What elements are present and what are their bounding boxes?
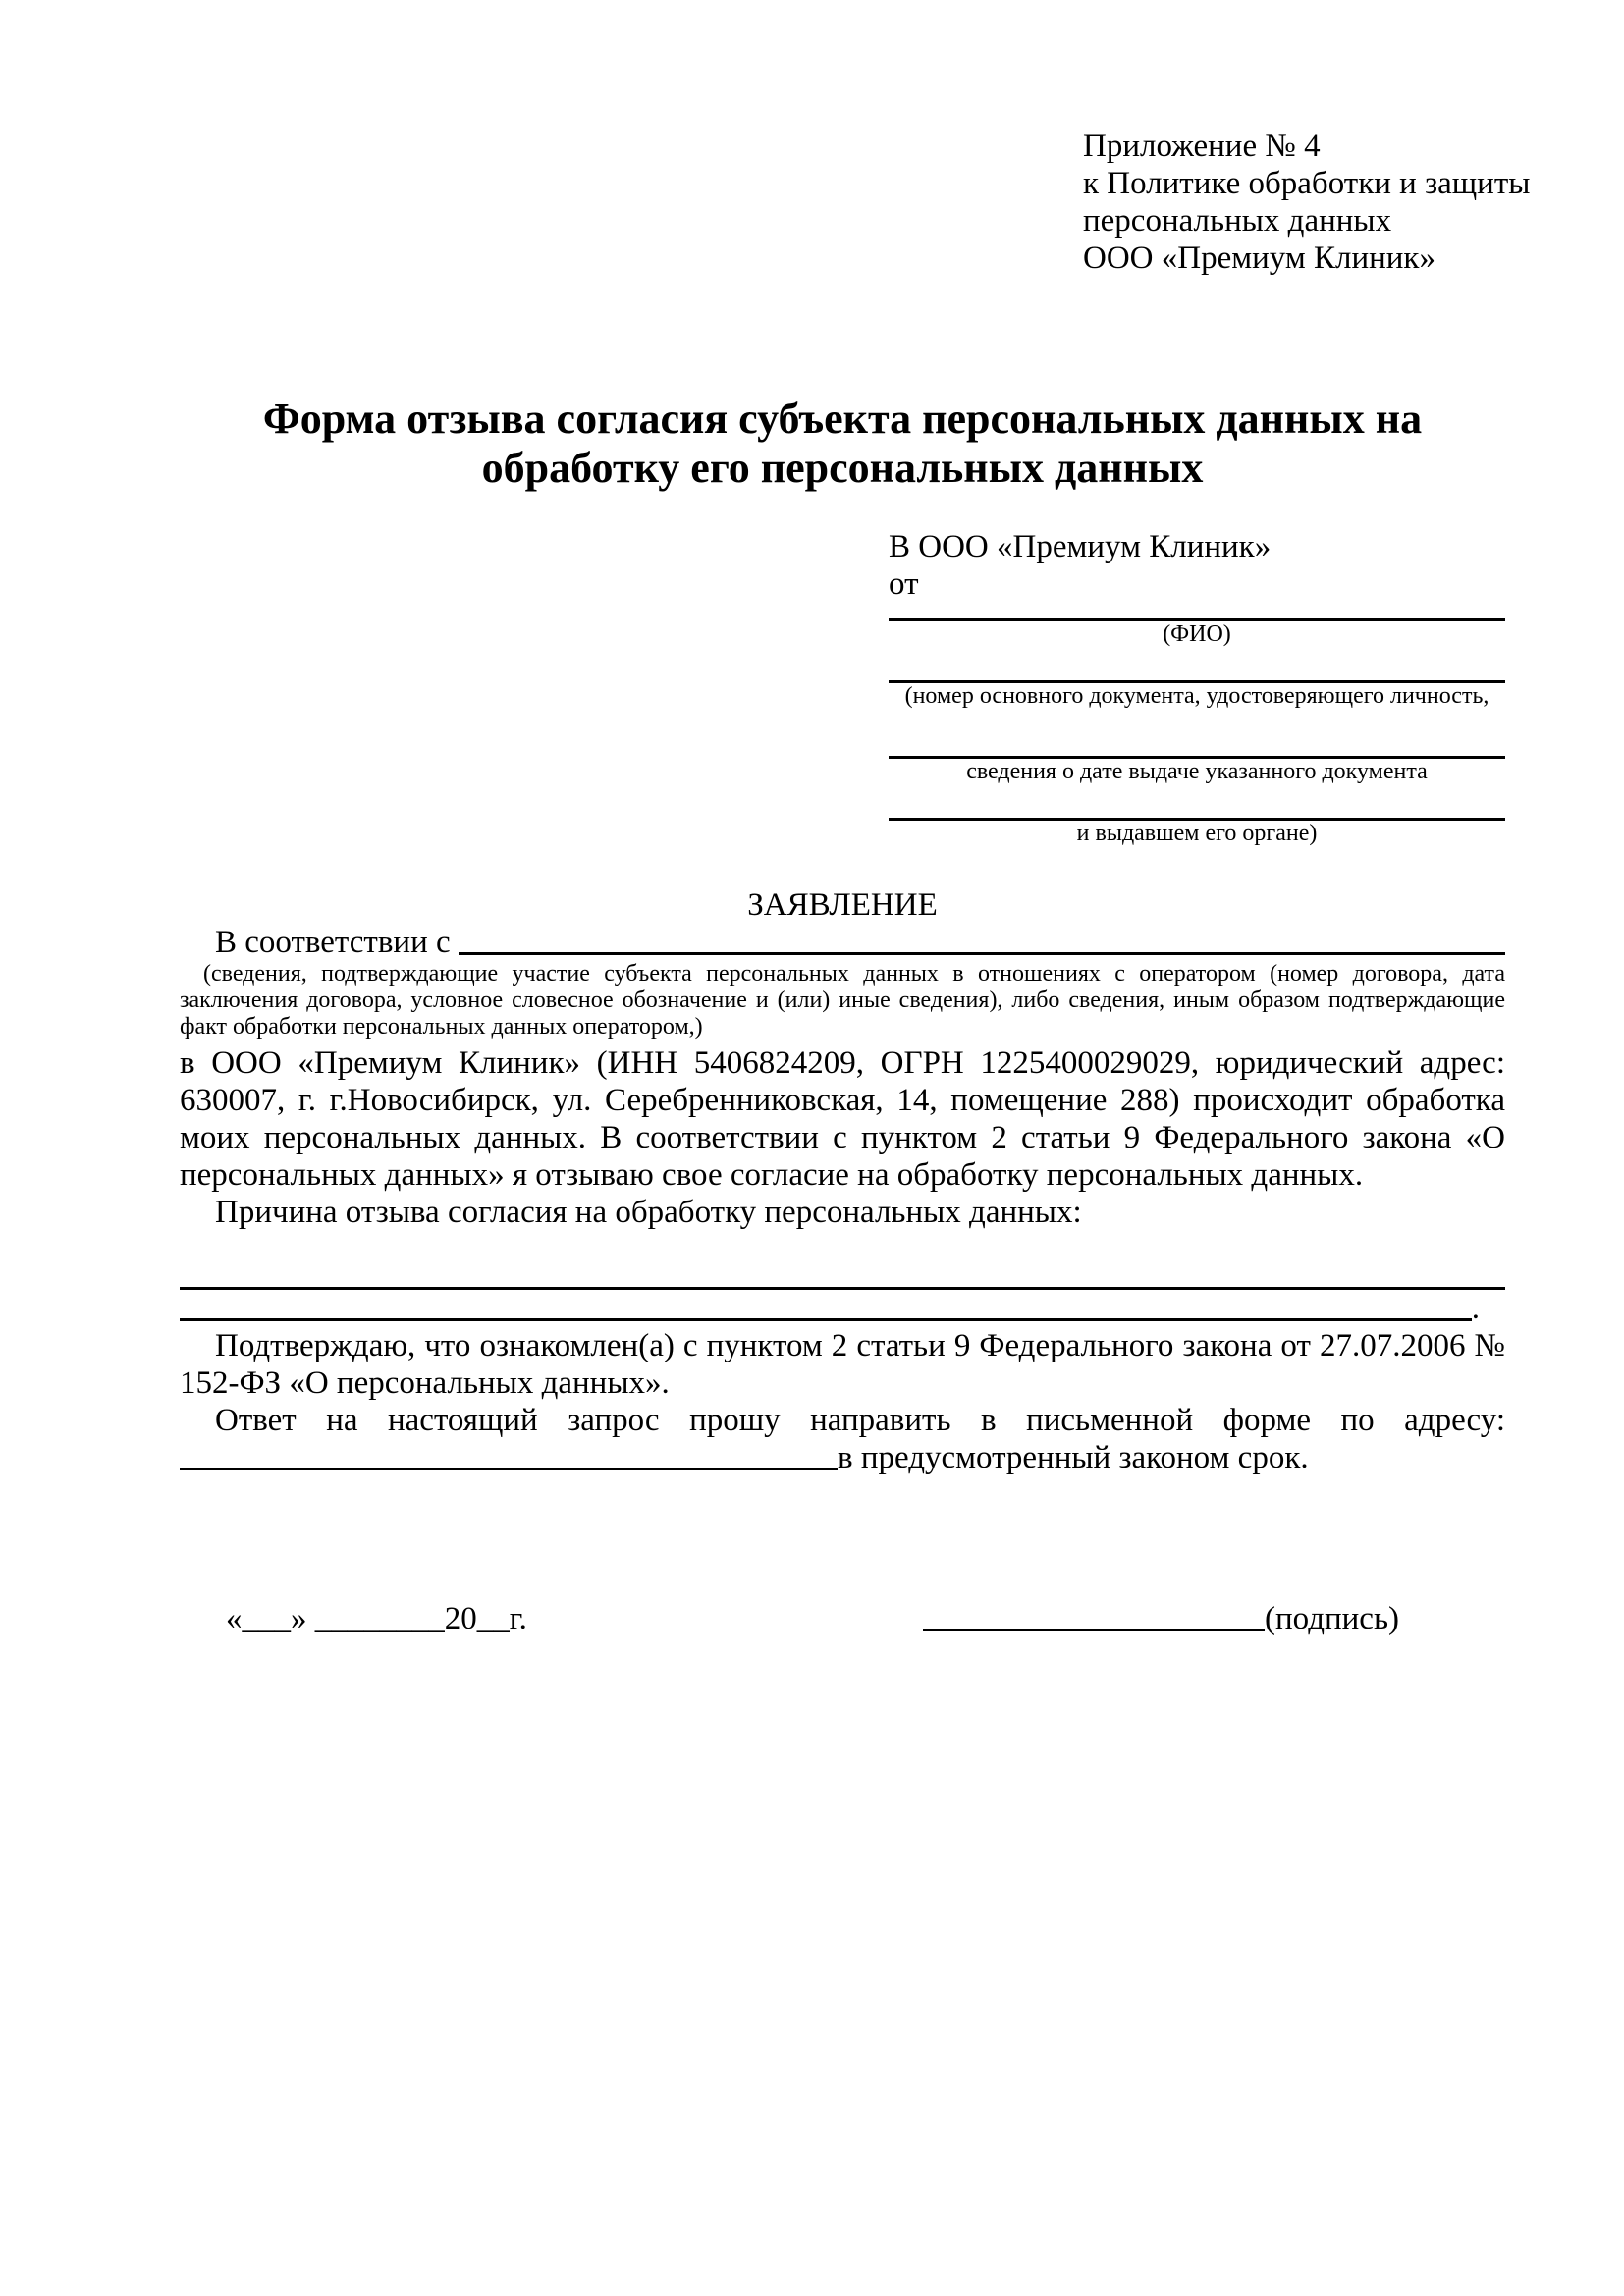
document-title: Форма отзыва согласия субъекта персональных данных на обработку его персональных данных — [262, 395, 1423, 492]
reply-request-line: Ответ на настоящий запрос прошу направить в письменной форме по адресу: — [215, 1403, 1505, 1438]
issue-date-caption: сведения о дате выдаче указанного документа — [966, 759, 1428, 784]
signature-group — [923, 1600, 1399, 1637]
appendix-line-4: ООО «Премиум Клиник» — [1083, 240, 1435, 276]
fio-caption: (ФИО) — [1163, 621, 1231, 647]
accordance-prefix: В соответствии с — [215, 925, 451, 960]
reason-label: Причина отзыва согласия на обработку персональных данных: — [215, 1195, 1082, 1230]
accordance-blank-line — [459, 924, 1505, 955]
reply-suffix: в предусмотренный законом срок. — [838, 1440, 1309, 1475]
signature-blank-line — [923, 1600, 1265, 1631]
accordance-line — [180, 924, 1505, 961]
document-number-caption: (номер основного документа, удостоверяющего личность, — [904, 683, 1489, 709]
confirmation-paragraph: Подтверждаю, что ознакомлен(а) с пунктом 2 статьи 9 Федерального закона от 27.07.2006 № 152-ФЗ «О персональных данных». — [180, 1328, 1505, 1401]
footnote-text: (сведения, подтверждающие участие субъекта персональных данных в отношениях с оператором (номер договора, дата заключения договора, условное словесное обозначение и (или) иные сведения), либо сведения, иным образом подтверждающие факт обработки персональных данных оператором,) — [180, 961, 1505, 1040]
reason-continuation-blank — [180, 1290, 1472, 1321]
issuing-authority-caption: и выдавшем его органе) — [1076, 821, 1318, 846]
reason-line — [180, 1194, 1505, 1231]
reply-address-line — [180, 1439, 1505, 1476]
signature-caption: (подпись) — [1265, 1601, 1399, 1636]
statement-body-paragraph: в ООО «Премиум Клиник» (ИНН 5406824209, ОГРН 1225400029029, юридический адрес: 630007, г. г.Новосибирск, ул. Серебренниковская, 14, помещение 288) происходит обработка моих персональных данных. В соответствии с пунктом 2 статьи 9 Федерального закона «О персональных данных» я отзываю свое согласие на обработку персональных данных. — [180, 1045, 1505, 1193]
appendix-line-2: к Политике обработки и защиты — [1083, 166, 1531, 201]
statement-section — [180, 886, 1505, 1476]
reason-continuation-line-2 — [180, 1290, 1505, 1327]
addressee-to: В ООО «Премиум Клиник» — [889, 529, 1272, 564]
reason-line-period: . — [1471, 1291, 1480, 1326]
addressee-from-label: от — [889, 566, 919, 602]
issuing-authority-field — [889, 818, 1505, 846]
date-blank: «___» ________20__г. — [226, 1601, 527, 1636]
addressee-block — [889, 528, 1505, 846]
document-number-field — [889, 680, 1505, 709]
appendix-line-3: персональных данных — [1083, 203, 1392, 239]
address-blank-line — [180, 1439, 838, 1470]
statement-heading: ЗАЯВЛЕНИЕ — [747, 887, 938, 923]
appendix-note — [1083, 128, 1530, 277]
date-signature-row — [180, 1600, 1505, 1637]
issue-date-field — [889, 756, 1505, 784]
fio-field — [889, 618, 1505, 647]
appendix-line-1: Приложение № 4 — [1083, 129, 1321, 164]
